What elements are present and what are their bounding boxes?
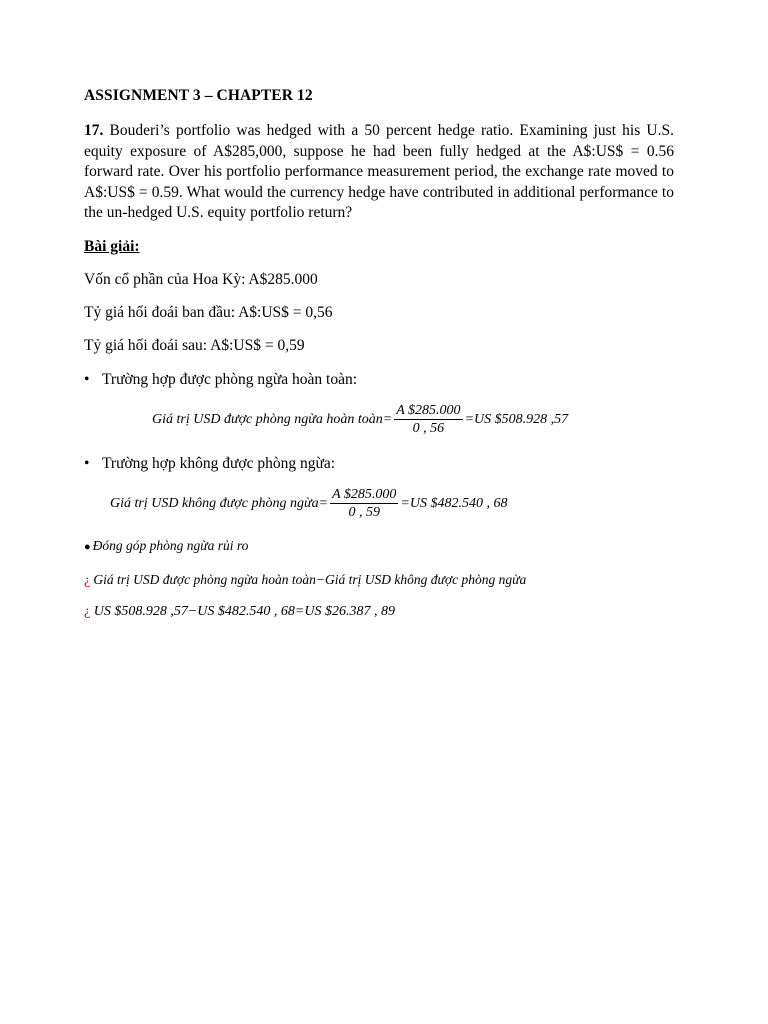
contribution-label [84, 538, 248, 554]
problem-statement [84, 121, 674, 224]
equation-fully-hedged [152, 402, 568, 437]
problem-text: Bouderi’s portfolio was hedged with a 50 percent hedge ratio. Examining just his U.S. equity exposure of A$285,000, suppose he had been fully hedged at the A$:US$ = 0.56 forward rate. Over his portfolio performance measurement period, the exchange rate moved to A$:US$ = 0.59. What would the currency hedge have contributed in additional performance to the un-hedged U.S. equity portfolio return? [84, 122, 674, 221]
eq1-lhs: Giá trị USD được phòng ngừa hoàn toàn= [152, 411, 393, 427]
contribution-result [84, 604, 395, 620]
eq1-denominator: 0 , 56 [412, 421, 445, 436]
assignment-title: ASSIGNMENT 3 – CHAPTER 12 [84, 87, 313, 104]
bullet-fully-hedged-text: Trường hợp được phòng ngừa hoàn toàn: [102, 371, 358, 388]
eq1-fraction [394, 402, 462, 437]
problem-number: 17. [84, 122, 104, 139]
contribution-formula [84, 572, 526, 588]
equity-line: Vốn cổ phần của Hoa Kỳ: A$285.000 [84, 271, 318, 288]
marker-glyph: ¿ [84, 604, 91, 619]
solution-heading: Bài giải: [84, 238, 140, 255]
contribution-label-text: Đóng góp phòng ngừa rủi ro [92, 538, 249, 553]
eq2-rhs: =US $482.540 , 68 [400, 495, 508, 511]
bullet-unhedged-text: Trường hợp không được phòng ngừa: [102, 455, 336, 472]
eq2-fraction [330, 486, 398, 521]
after-rate-line: Tỷ giá hối đoái sau: A$:US$ = 0,59 [84, 337, 305, 354]
initial-rate-line: Tỷ giá hối đoái ban đầu: A$:US$ = 0,56 [84, 304, 333, 321]
contribution-formula-text: Giá trị USD được phòng ngừa hoàn toàn−Giá trị USD không được phòng ngừa [93, 572, 527, 587]
equation-unhedged [110, 486, 507, 521]
contribution-dot: ● [84, 541, 91, 553]
contribution-result-text: US $508.928 ,57−US $482.540 , 68=US $26.387 , 89 [93, 604, 395, 619]
bullet-dot: • [84, 455, 90, 472]
eq2-lhs: Giá trị USD không được phòng ngừa= [110, 495, 329, 511]
bullet-fully-hedged [84, 371, 357, 389]
bullet-unhedged [84, 455, 335, 473]
bullet-dot: • [84, 371, 90, 388]
eq2-numerator: A $285.000 [332, 487, 397, 502]
eq2-denominator: 0 , 59 [348, 505, 380, 520]
eq1-rhs: =US $508.928 ,57 [464, 411, 569, 427]
marker-glyph: ¿ [84, 572, 90, 587]
eq1-numerator: A $285.000 [396, 403, 461, 418]
